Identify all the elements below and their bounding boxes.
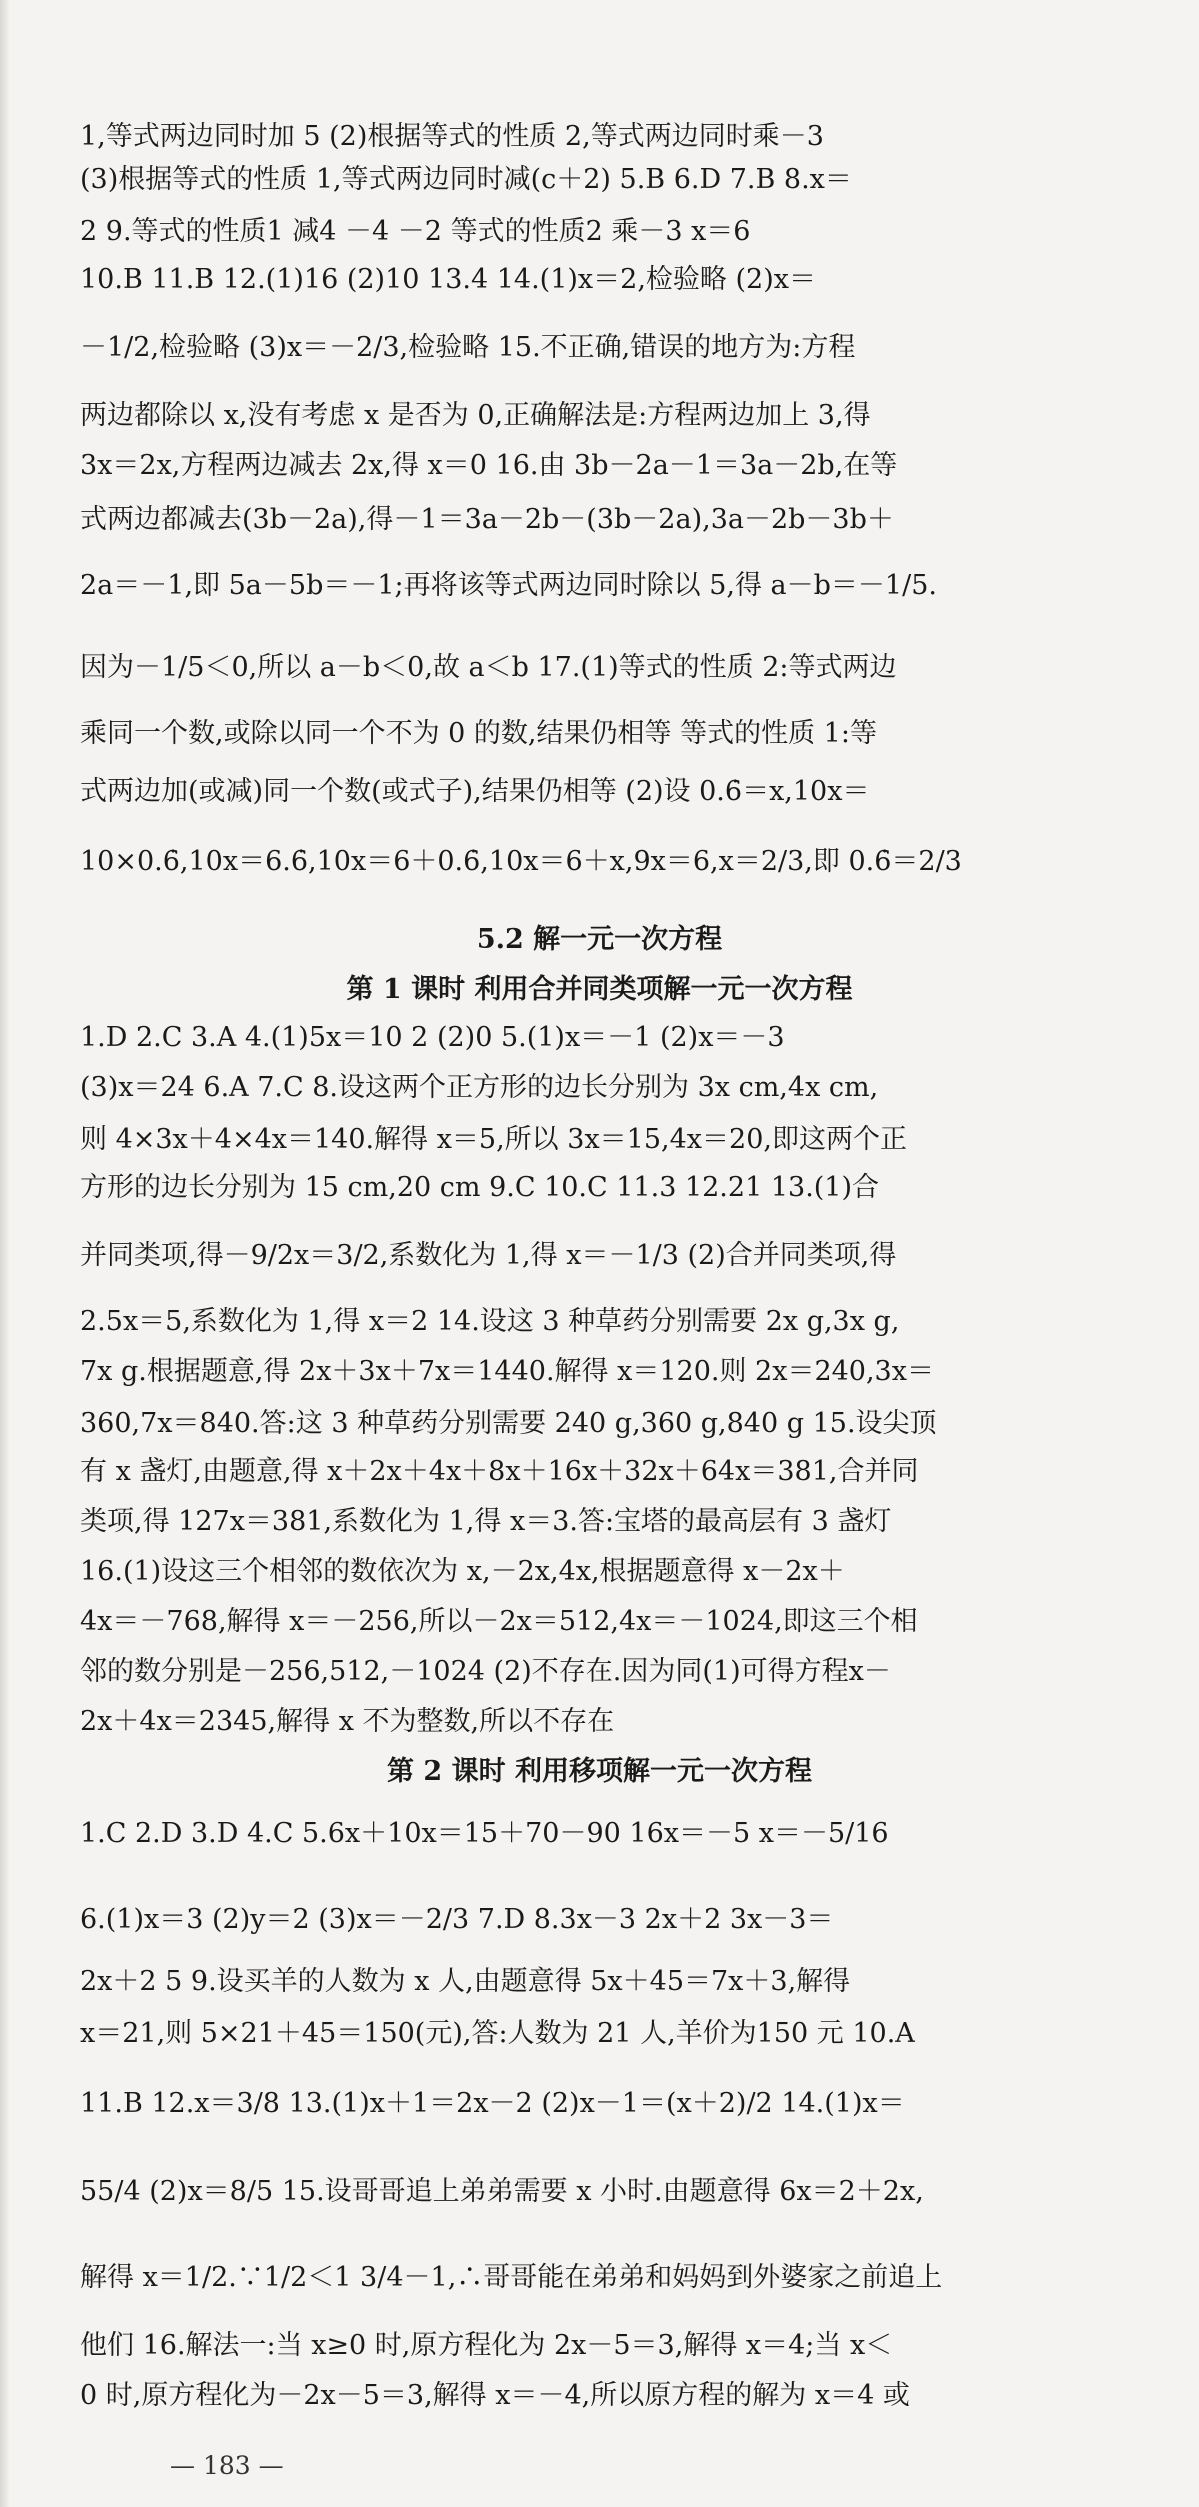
text-line: 有 x 盏灯,由题意,得 x＋2x＋4x＋8x＋16x＋32x＋64x＝381,合并同 xyxy=(80,1456,919,1487)
text-line: 2x＋4x＝2345,解得 x 不为整数,所以不存在 xyxy=(80,1706,615,1737)
text-line: 并同类项,得－9/2x＝3/2,系数化为 1,得 x＝－1/3 (2)合并同类项,得 xyxy=(80,1240,897,1271)
text-line: x＝21,则 5×21＋45＝150(元),答:人数为 21 人,羊价为150 元 10.A xyxy=(80,2018,915,2049)
text-line: (3)根据等式的性质 1,等式两边同时减(c＋2) 5.B 6.D 7.B 8.x＝ xyxy=(80,164,852,195)
text-line: 他们 16.解法一:当 x≥0 时,原方程化为 2x－5＝3,解得 x＝4;当 x＜ xyxy=(80,2330,893,2361)
text-line: 4x＝－768,解得 x＝－256,所以－2x＝512,4x＝－1024,即这三个相 xyxy=(80,1606,918,1637)
text-line: 2a＝－1,即 5a－5b＝－1;再将该等式两边同时除以 5,得 a－b＝－1/5. xyxy=(80,570,937,601)
text-line: 2.5x＝5,系数化为 1,得 x＝2 14.设这 3 种草药分别需要 2x g,3x g, xyxy=(80,1306,900,1337)
text-line: (3)x＝24 6.A 7.C 8.设这两个正方形的边长分别为 3x cm,4x cm, xyxy=(80,1072,879,1103)
text-line: 则 4×3x＋4×4x＝140.解得 x＝5,所以 3x＝15,4x＝20,即这两个正 xyxy=(80,1124,907,1155)
text-line: 55/4 (2)x＝8/5 15.设哥哥追上弟弟需要 x 小时.由题意得 6x＝2＋2x, xyxy=(80,2176,924,2207)
text-line: 乘同一个数,或除以同一个不为 0 的数,结果仍相等 等式的性质 1:等 xyxy=(80,718,877,749)
text-line: 360,7x＝840.答:这 3 种草药分别需要 240 g,360 g,840 g 15.设尖顶 xyxy=(80,1408,937,1439)
text-line: 2x＋2 5 9.设买羊的人数为 x 人,由题意得 5x＋45＝7x＋3,解得 xyxy=(80,1966,851,1997)
text-line: 1.D 2.C 3.A 4.(1)5x＝10 2 (2)0 5.(1)x＝－1 (2)x＝－3 xyxy=(80,1022,785,1053)
text-line: 16.(1)设这三个相邻的数依次为 x,－2x,4x,根据题意得 x－2x＋ xyxy=(80,1556,845,1587)
text-line: 6.(1)x＝3 (2)y＝2 (3)x＝－2/3 7.D 8.3x－3 2x＋2 3x－3＝ xyxy=(80,1904,834,1935)
text-line: 2 9.等式的性质1 减4 －4 －2 等式的性质2 乘－3 x＝6 xyxy=(80,216,751,247)
page-number: — 183 — xyxy=(170,2451,284,2480)
text-line: 类项,得 127x＝381,系数化为 1,得 x＝3.答:宝塔的最高层有 3 盏灯 xyxy=(80,1506,892,1537)
text-line: －1/2,检验略 (3)x＝－2/3,检验略 15.不正确,错误的地方为:方程 xyxy=(80,332,856,363)
text-line: 10.B 11.B 12.(1)16 (2)10 13.4 14.(1)x＝2,检验略 (2)x＝ xyxy=(80,264,816,295)
text-line: 1,等式两边同时加 5 (2)根据等式的性质 2,等式两边同时乘－3 xyxy=(80,121,824,152)
lesson-title: 第 2 课时 利用移项解一元一次方程 xyxy=(387,1756,812,1787)
text-line: 式两边都减去(3b－2a),得－1＝3a－2b－(3b－2a),3a－2b－3b＋ xyxy=(80,504,894,535)
lesson-title: 第 1 课时 利用合并同类项解一元一次方程 xyxy=(346,974,853,1005)
text-line: 因为－1/5＜0,所以 a－b＜0,故 a＜b 17.(1)等式的性质 2:等式两边 xyxy=(80,652,897,683)
text-line: 1.C 2.D 3.D 4.C 5.6x＋10x＝15＋70－90 16x＝－5 x＝－5/16 xyxy=(80,1818,889,1849)
text-line: 邻的数分别是－256,512,－1024 (2)不存在.因为同(1)可得方程x－ xyxy=(80,1656,891,1687)
text-line: 7x g.根据题意,得 2x＋3x＋7x＝1440.解得 x＝120.则 2x＝240,3x＝ xyxy=(80,1356,934,1387)
text-line: 11.B 12.x＝3/8 13.(1)x＋1＝2x－2 (2)x－1＝(x＋2)/2 14.(1)x＝ xyxy=(80,2088,905,2119)
text-line: 解得 x＝1/2.∵1/2＜1 3/4－1,∴哥哥能在弟弟和妈妈到外婆家之前追上 xyxy=(80,2262,943,2293)
text-line: 0 时,原方程化为－2x－5＝3,解得 x＝－4,所以原方程的解为 x＝4 或 xyxy=(80,2380,910,2411)
text-line: 式两边加(或减)同一个数(或式子),结果仍相等 (2)设 0.6̇＝x,10x＝ xyxy=(80,776,870,807)
text-line: 两边都除以 x,没有考虑 x 是否为 0,正确解法是:方程两边加上 3,得 xyxy=(80,400,871,431)
section-title: 5.2 解一元一次方程 xyxy=(476,924,723,955)
text-line: 方形的边长分别为 15 cm,20 cm 9.C 10.C 11.3 12.21 13.(1)合 xyxy=(80,1172,880,1203)
text-line: 3x＝2x,方程两边减去 2x,得 x＝0 16.由 3b－2a－1＝3a－2b,在等 xyxy=(80,450,898,481)
text-line: 10×0.6̇,10x＝6.6̇,10x＝6＋0.6̇,10x＝6＋x,9x＝6,x＝2/3,即 0.6̇＝2/3 xyxy=(80,846,962,877)
